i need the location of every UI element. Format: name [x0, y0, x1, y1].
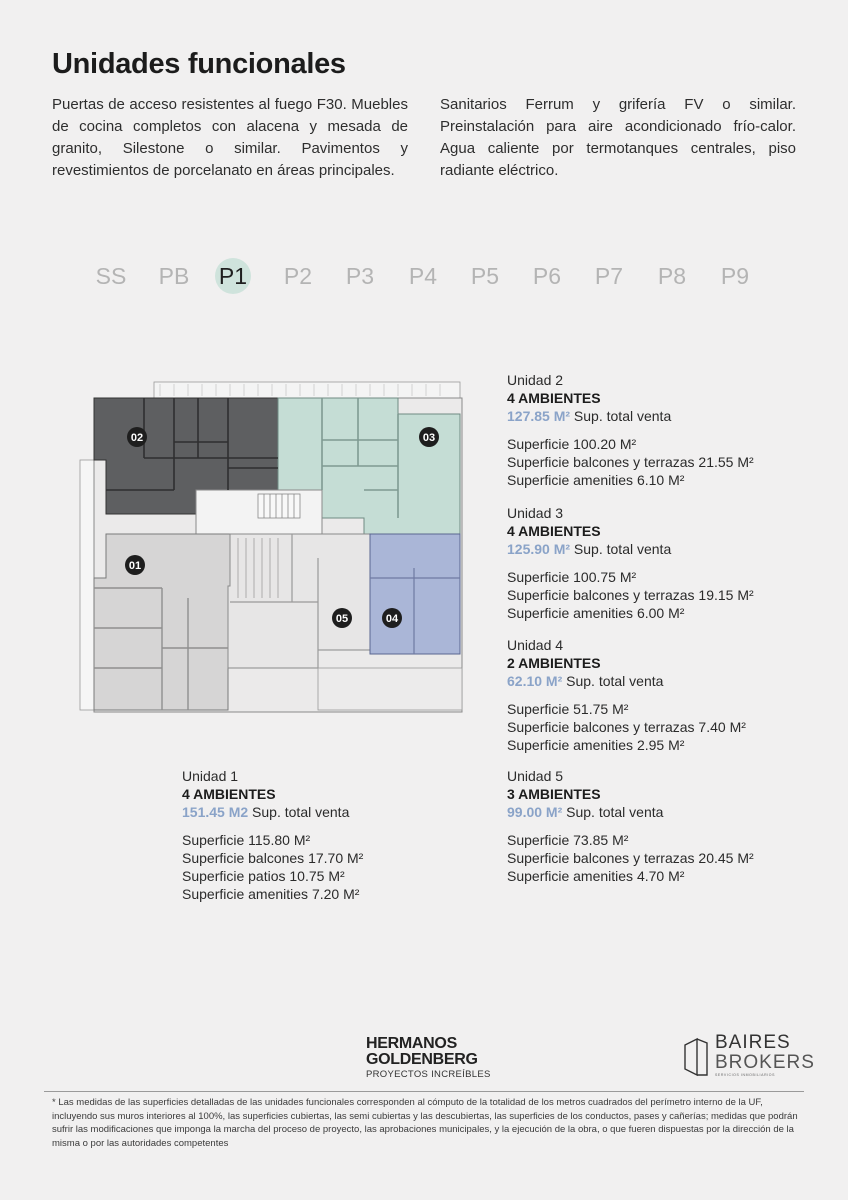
- floor-plan: [78, 378, 464, 714]
- unit-badge-01: [125, 555, 145, 575]
- unit-detail: Superficie 51.75 M²: [507, 701, 629, 717]
- unit-total: 151.45 M2: [182, 804, 249, 820]
- unit-detail: Superficie 100.20 M²: [507, 436, 637, 452]
- floor-tab-p6[interactable]: P6: [532, 263, 562, 289]
- unit-badge-04: [382, 608, 402, 628]
- svg-text:02: 02: [130, 432, 144, 444]
- unit-detail: Superficie 115.80 M²: [182, 832, 311, 848]
- unit-detail: Superficie amenities 2.95 M²: [507, 737, 685, 753]
- floor-tab-pb[interactable]: PB: [158, 263, 190, 289]
- footnote: * Las medidas de las superficies detalladas de las unidades funcionales corresponden al cómputo de la totalidad de los metros cuadrados del perímetro interno de la UF, incluyendo sus muros interiores al 100%, las superficies cubiertas, las semi cubiertas y las descubiertas, las superficies de los conductos, pases y cañerías; medidas que podrán sufrir las modificaciones que imponga la marcha del proceso de proyecto, las aprobaciones municipales, y la ejecución de la obra, o que fueren dispuestas por la dirección de la misma o por las autoridades competentes: [52, 1097, 798, 1149]
- unit-detail: Superficie 100.75 M²: [507, 569, 637, 585]
- svg-text:05: 05: [335, 613, 349, 625]
- unit-total-label: Sup. total venta: [248, 804, 350, 820]
- floor-tab-p7[interactable]: P7: [594, 263, 624, 289]
- page-title: Unidades funcionales: [52, 48, 346, 80]
- unit-badge-02: [127, 427, 147, 447]
- unit-name: Unidad 1: [182, 768, 239, 784]
- floor-tab-p3[interactable]: P3: [345, 263, 375, 289]
- floor-tab-p8[interactable]: P8: [657, 263, 687, 289]
- unit-name: Unidad 4: [507, 637, 564, 653]
- unit-total: 127.85 M²: [507, 408, 571, 424]
- unit-total-label: Sup. total venta: [562, 804, 664, 820]
- unit-4-info: [507, 636, 746, 754]
- unit-ambientes: 4 AMBIENTES: [182, 786, 276, 802]
- footer-divider: [44, 1091, 804, 1092]
- unit-detail: Superficie amenities 6.10 M²: [507, 472, 685, 488]
- unit-2-info: [507, 371, 754, 489]
- unit-ambientes: 2 AMBIENTES: [507, 655, 601, 671]
- unit-detail: Superficie balcones y terrazas 21.55 M²: [507, 454, 754, 470]
- unit-ambientes: 4 AMBIENTES: [507, 523, 601, 539]
- floor-tab-p5[interactable]: P5: [470, 263, 500, 289]
- unit-badge-03: [419, 427, 439, 447]
- svg-text:01: 01: [128, 560, 142, 572]
- floor-tab-p4[interactable]: P4: [408, 263, 438, 289]
- unit-ambientes: 4 AMBIENTES: [507, 390, 601, 406]
- unit-detail: Superficie balcones 17.70 M²: [182, 850, 364, 866]
- unit-detail: Superficie amenities 6.00 M²: [507, 605, 685, 621]
- unit-name: Unidad 5: [507, 768, 564, 784]
- floor-tab-ss[interactable]: SS: [95, 263, 127, 289]
- unit-detail: Superficie balcones y terrazas 19.15 M²: [507, 587, 754, 603]
- hermanos-goldenberg-logo: HERMANOS GOLDENBERG PROYECTOS INCREÍBLES: [366, 1035, 491, 1080]
- intro-right-text: Sanitarios Ferrum y grifería FV o similar. Preinstalación para aire acondicionado frío-calor. Agua caliente por termotanques centrales, piso radiante eléctrico.: [440, 96, 796, 179]
- unit-total: 125.90 M²: [507, 541, 571, 557]
- floor-selector: [0, 255, 848, 297]
- unit-total: 62.10 M²: [507, 673, 563, 689]
- unit-total: 99.00 M²: [507, 804, 563, 820]
- unit-3-info: [507, 504, 754, 622]
- unit-detail: Superficie 73.85 M²: [507, 832, 629, 848]
- unit-ambientes: 3 AMBIENTES: [507, 786, 601, 802]
- floor-tab-p2[interactable]: P2: [283, 263, 313, 289]
- floor-tab-p1[interactable]: P1: [211, 255, 255, 297]
- unit-1-info: [182, 767, 363, 903]
- unit-total-label: Sup. total venta: [570, 541, 672, 557]
- floor-tab-p9[interactable]: P9: [720, 263, 750, 289]
- baires-brokers-logo: BAIRES BROKERS SERVICIOS INMOBILIARIOS: [683, 1034, 803, 1080]
- unit-detail: Superficie amenities 7.20 M²: [182, 886, 360, 902]
- unit-detail: Superficie balcones y terrazas 20.45 M²: [507, 850, 754, 866]
- unit-detail: Superficie patios 10.75 M²: [182, 868, 345, 884]
- unit-detail: Superficie amenities 4.70 M²: [507, 868, 685, 884]
- unit-5-info: [507, 767, 754, 885]
- building-icon: [683, 1037, 709, 1077]
- unit-total-label: Sup. total venta: [570, 408, 672, 424]
- unit-badge-05: [332, 608, 352, 628]
- unit-total-label: Sup. total venta: [562, 673, 664, 689]
- svg-text:03: 03: [422, 432, 436, 444]
- unit-name: Unidad 3: [507, 505, 564, 521]
- intro-left-text: Puertas de acceso resistentes al fuego F30. Muebles de cocina completos con alacena y mesada de granito, Silestone o similar. Pavimentos y revestimientos de porcelanato en áreas principales.: [52, 96, 408, 179]
- unit-name: Unidad 2: [507, 372, 564, 388]
- svg-text:04: 04: [385, 613, 399, 625]
- unit-detail: Superficie balcones y terrazas 7.40 M²: [507, 719, 746, 735]
